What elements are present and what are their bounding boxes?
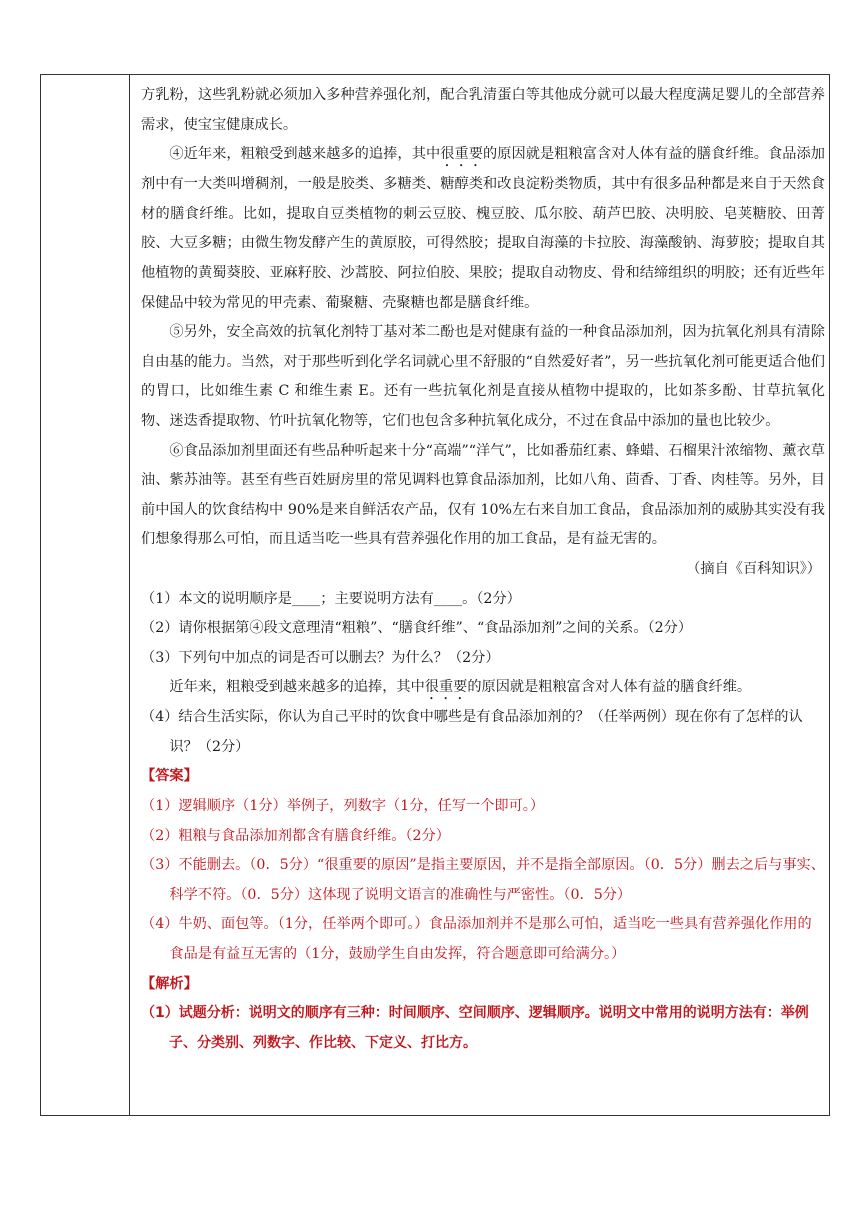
passage-paragraph-6: ⑥食品添加剂里面还有些品种听起来十分“高端”“洋气”，比如番茄红素、蜂蜡、石榴果汁浓缩物、薰衣草油、紫苏油等。甚至有些百姓厨房里的常见调料也算食品添加剂，比如八角、茴香、丁香、肉桂等。另外，目前中国人的饮食结构中 90%是来自鲜活农产品，仅有 10%左右来自加工食品，食品添加剂的威胁其实没有我们想象得那么可怕，而且适当吃一些具有营养强化作用的加工食品，是有益无害的。 <box>141 442 825 548</box>
question-3-sentence <box>141 673 825 703</box>
answer-4: （4）牛奶、面包等。（1分，任举两个即可。）食品添加剂并不是那么可怕，适当吃一些具有营养强化作用的食品是有益互无害的（1分，鼓励学生自由发挥，符合题意即可给满分。） <box>141 916 812 963</box>
p4-text-b: 的原因就是粗粮富含对人体有益的膳食纤维。食品添加剂中有一大类叫增稠剂，一般是胶类、多糖类、糖醇类和改良淀粉类物质，其中有很多品种都是来自于天然食材的膳食纤维。比如，提取自豆类植物的刺云豆胶、槐豆胶、瓜尔胶、葫芦巴胶、决明胶、皂荚糖胶、田菁胶、大豆多糖；由微生物发酵产生的黄原胶，可得然胶；提取自海藻的卡拉胶、海藻酸钠、海萝胶；提取自其他植物的黄蜀葵胶、亚麻籽胶、沙蒿胶、阿拉伯胶、果胶；提取自动物皮、骨和结缔组织的明胶；还有近些年保健品中较为常见的甲壳素、葡聚糖、壳聚糖也都是膳食纤维。 <box>141 146 825 311</box>
question-4: （4）结合生活实际，你认为自己平时的饮食中哪些是有食品添加剂的？（任举两例）现在你有了怎样的认识？（2分） <box>141 709 803 755</box>
p4-text-a: ④近年来，粗粮受到越来越多的追捧，其中 <box>169 146 441 163</box>
q3-dotted-word: 很重要 <box>424 679 468 696</box>
answer-2: （2）粗粮与食品添加剂都含有膳食纤维。（2分） <box>141 827 450 844</box>
content-cell <box>141 81 825 1058</box>
passage-intro: 方乳粉，这些乳粉就必须加入多种营养强化剂，配合乳清蛋白等其他成分就可以最大程度满足婴儿的全部营养需求，使宝宝健康成长。 <box>141 87 825 133</box>
p4-dotted-word: 很重要 <box>440 146 483 163</box>
passage-paragraph-4 <box>141 140 825 318</box>
q3-sentence-a: 近年来，粗粮受到越来越多的追捧，其中 <box>169 679 425 696</box>
answer-3: （3）不能删去。（0．5分）“很重要的原因”是指主要原因，并不是指全部原因。（0．5分）删去之后与事实、科学不符。（0．5分）这体现了说明文语言的准确性与严密性。（0．5分） <box>141 857 825 903</box>
question-1: （1）本文的说明顺序是____；主要说明方法有____。（2分） <box>141 590 521 607</box>
analysis-label: 【解析】 <box>141 975 198 992</box>
q3-sentence-b: 的原因就是粗粮富含对人体有益的膳食纤维。 <box>467 679 752 696</box>
question-2: （2）请你根据第④段文意理清“粗粮”、“膳食纤维”、“食品添加剂”之间的关系。（2分） <box>141 620 693 637</box>
column-divider <box>129 75 130 1115</box>
answer-label: 【答案】 <box>141 768 198 785</box>
answer-1: （1）逻辑顺序（1分）举例子，列数字（1分，任写一个即可。） <box>141 798 545 815</box>
passage-paragraph-5: ⑤另外，安全高效的抗氧化剂特丁基对苯二酚也是对健康有益的一种食品添加剂，因为抗氧化剂具有清除自由基的能力。当然，对于那些听到化学名词就心里不舒服的“自然爱好者”，另一些抗氧化剂可能更适合他们的胃口，比如维生素 C 和维生素 E。还有一些抗氧化剂是直接从植物中提取的，比如茶多酚、甘草抗氧化物、迷迭香提取物、竹叶抗氧化物等，它们也包含多种抗氧化成分，不过在食品中添加的量也比较少。 <box>141 324 825 429</box>
table-frame <box>40 74 830 1116</box>
passage-source: （摘自《百科知识》） <box>686 560 821 577</box>
question-3: （3）下列句中加点的词是否可以删去？为什么？（2分） <box>141 649 500 666</box>
analysis-text: （1）试题分析：说明文的顺序有三种：时间顺序、空间顺序、逻辑顺序。说明文中常用的说明方法有：举例子、分类别、列数字、作比较、下定义、打比方。 <box>141 1005 809 1051</box>
